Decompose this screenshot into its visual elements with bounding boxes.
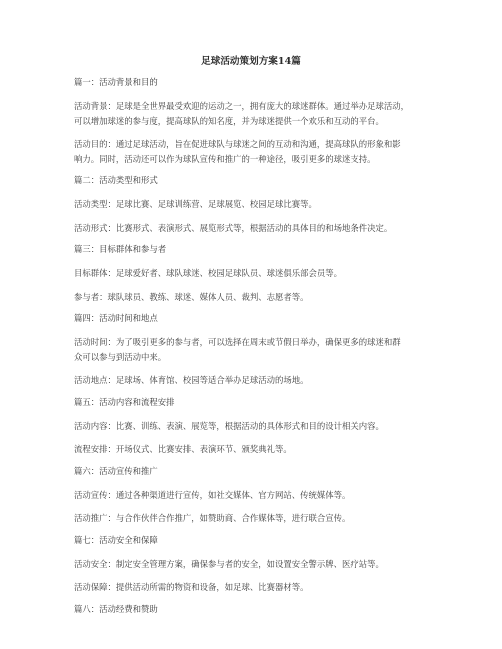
paragraph-line: 活动安全：制定安全管理方案，确保参与者的安全，如设置安全警示牌、医疗站等。 bbox=[74, 558, 384, 569]
paragraph-line: 活动目的：通过足球活动，旨在促进球队与球迷之间的互动和沟通，提高球队的形象和影 bbox=[74, 139, 401, 149]
paragraph bbox=[74, 373, 436, 388]
paragraph bbox=[74, 442, 436, 457]
document-body bbox=[74, 77, 436, 626]
paragraph-line: 参与者：球队球员、教练、球迷、媒体人员、裁判、志愿者等。 bbox=[74, 291, 309, 302]
paragraph-line: 活动地点：足球场、体育馆、校园等适合举办足球活动的场地。 bbox=[74, 375, 309, 385]
paragraph bbox=[74, 557, 436, 572]
section-heading: 篇三：目标群体和参与者 bbox=[74, 244, 167, 254]
paragraph-line: 活动背景：足球是全世界最受欢迎的运动之一，拥有庞大的球迷群体。通过举办足球活动， bbox=[74, 101, 409, 111]
section-heading: 篇一：活动背景和目的 bbox=[74, 77, 158, 87]
paragraph-line: 活动推广：与合作伙伴合作推广，如赞助商、合作媒体等，进行联合宣传。 bbox=[74, 513, 351, 523]
paragraph bbox=[74, 290, 436, 305]
paragraph bbox=[74, 511, 436, 526]
paragraph bbox=[74, 137, 436, 166]
section-heading: 篇二：活动类型和形式 bbox=[74, 175, 158, 185]
section-heading: 篇八：活动经费和赞助 bbox=[74, 603, 158, 614]
paragraph-line: 活动保障：提供活动所需的物资和设备，如足球、比赛器材等。 bbox=[74, 582, 309, 592]
paragraph-line: 可以增加球迷的参与度，提高球队的知名度，并为球迷提供一个欢乐和互动的平台。 bbox=[74, 115, 384, 126]
paragraph bbox=[74, 221, 436, 236]
paragraph-line: 活动宣传：通过各种渠道进行宣传，如社交媒体、官方网站、传统媒体等。 bbox=[74, 489, 351, 500]
paragraph bbox=[74, 488, 436, 503]
paragraph-line: 目标群体：足球爱好者、球队球迷、校园足球队员、球迷俱乐部会员等。 bbox=[74, 268, 342, 278]
section-heading: 篇四：活动时间和地点 bbox=[74, 313, 158, 323]
paragraph-line: 活动类型：足球比赛、足球训练营、足球展览、校园足球比赛等。 bbox=[74, 199, 317, 209]
document-title: 足球活动策划方案14篇 bbox=[201, 56, 301, 67]
section-heading: 篇五：活动内容和流程安排 bbox=[74, 396, 175, 407]
paragraph-line: 活动形式：比赛形式、表演形式、展览形式等，根据活动的具体目的和场地条件决定。 bbox=[74, 222, 393, 233]
paragraph bbox=[74, 266, 436, 281]
paragraph-line: 流程安排：开场仪式、比赛安排、表演环节、颁奖典礼等。 bbox=[74, 444, 292, 454]
paragraph-line: 响力。同时，活动还可以作为球队宣传和推广的一种途径，吸引更多的球迷支持。 bbox=[74, 153, 376, 164]
section-heading: 篇六：活动宣传和推广 bbox=[74, 465, 158, 476]
paragraph bbox=[74, 99, 436, 128]
paragraph-line: 众可以参与到活动中来。 bbox=[74, 351, 167, 362]
paragraph bbox=[74, 419, 436, 434]
paragraph bbox=[74, 335, 436, 364]
paragraph-line: 活动时间：为了吸引更多的参与者，可以选择在周末或节假日举办，确保更多的球迷和群 bbox=[74, 337, 401, 347]
paragraph bbox=[74, 580, 436, 595]
section-heading: 篇七：活动安全和保障 bbox=[74, 534, 158, 545]
paragraph-line: 活动内容：比赛、训练、表演、展览等，根据活动的具体形式和目的设计相关内容。 bbox=[74, 420, 384, 431]
paragraph bbox=[74, 197, 436, 212]
